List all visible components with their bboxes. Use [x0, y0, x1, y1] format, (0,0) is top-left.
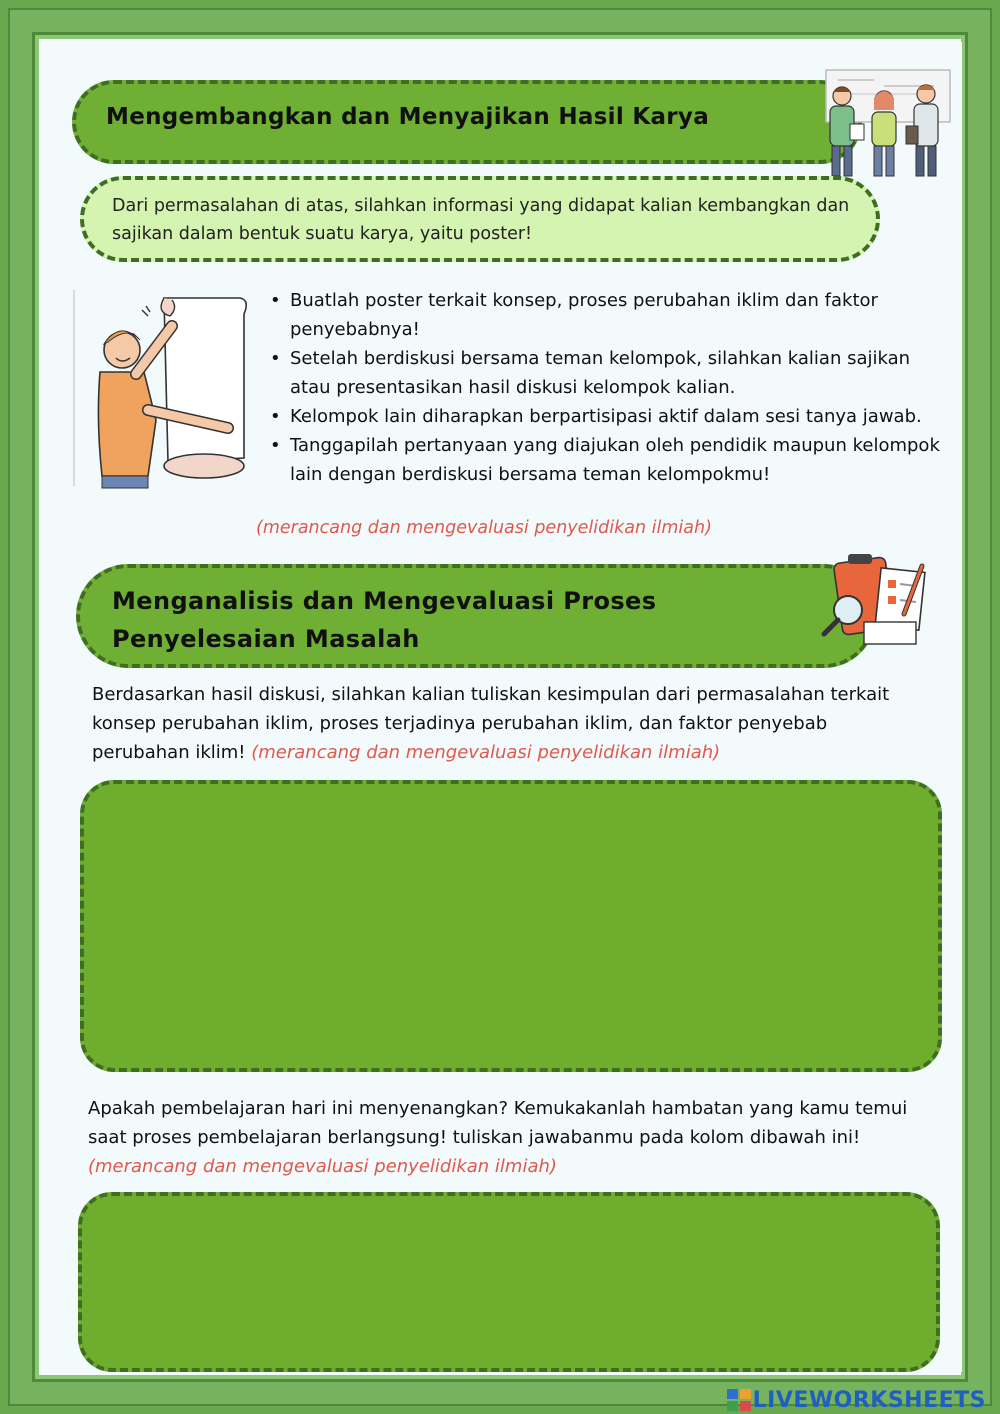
- section2-instruction: [92, 680, 922, 767]
- task-bullet-list: [268, 286, 948, 489]
- conclusion-answer-box[interactable]: [80, 780, 942, 1072]
- presenters-illustration: [814, 66, 954, 180]
- section3-skill-note: (merancang dan mengevaluasi penyelidikan ilmiah): [88, 1156, 557, 1177]
- section2-instruction-text: Berdasarkan hasil diskusi, silahkan kalian tuliskan kesimpulan dari permasalahan terkait konsep perubahan iklim, proses terjadinya perubahan iklim, dan faktor penyebab perubahan iklim!: [92, 684, 890, 763]
- list-item: • Kelompok lain diharapkan berpartisipasi aktif dalam sesi tanya jawab.: [268, 402, 948, 431]
- section1-title: Mengembangkan dan Menyajikan Hasil Karya: [106, 104, 710, 130]
- section3-instruction: [88, 1094, 918, 1181]
- poster-hanging-illustration: [72, 290, 262, 490]
- reflection-answer-box[interactable]: [78, 1192, 940, 1372]
- list-item: • Setelah berdiskusi bersama teman kelompok, silahkan kalian sajikan atau presentasikan hasil diskusi kelompok kalian.: [268, 344, 948, 402]
- list-item: • Tanggapilah pertanyaan yang diajukan oleh pendidik maupun kelompok lain dengan berdiskusi bersama teman kelompokmu!: [268, 431, 948, 489]
- section1-intro-text: Dari permasalahan di atas, silahkan informasi yang didapat kalian kembangkan dan sajikan dalam bentuk suatu karya, yaitu poster!: [112, 196, 850, 244]
- section3-instruction-text: Apakah pembelajaran hari ini menyenangkan? Kemukakanlah hambatan yang kamu temui saat proses pembelajaran berlangsung! tuliskan jawabanmu pada kolom dibawah ini!: [88, 1098, 908, 1148]
- section1-intro-box: [80, 176, 880, 262]
- section2-title: Menganalisis dan Mengevaluasi Proses Penyelesaian Masalah: [112, 587, 657, 653]
- section1-skill-note: (merancang dan mengevaluasi penyelidikan ilmiah): [256, 518, 712, 538]
- liveworksheets-brand-text: LIVEWORKSHEETS: [752, 1387, 986, 1413]
- section2-title-banner: [76, 564, 876, 668]
- liveworksheets-brand[interactable]: [727, 1388, 986, 1412]
- liveworksheets-logo-icon: [727, 1389, 751, 1411]
- section2-skill-note: (merancang dan mengevaluasi penyelidikan ilmiah): [251, 742, 721, 763]
- clipboard-magnifier-illustration: [818, 552, 942, 656]
- list-item: • Buatlah poster terkait konsep, proses perubahan iklim dan faktor penyebabnya!: [268, 286, 948, 344]
- section1-title-banner: [72, 80, 862, 164]
